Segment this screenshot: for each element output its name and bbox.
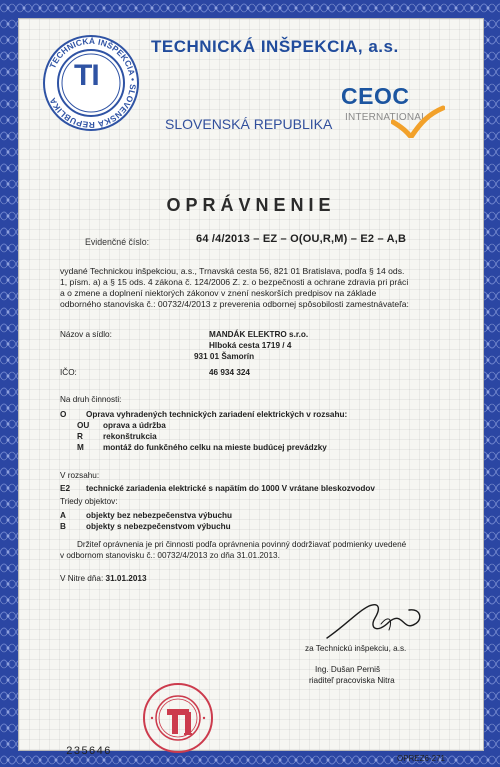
company-street: Hlboká cesta 1719 / 4 — [209, 341, 292, 350]
activity-item-code: M — [77, 443, 84, 452]
place-date-value: 31.01.2013 — [105, 574, 147, 583]
checkmark-icon — [391, 104, 445, 138]
ti-logo — [37, 29, 145, 137]
company-name-label: Názov a sídlo: — [60, 330, 112, 339]
intro-line: odborného stanoviska č.: 00732/4/2013 z preverenia odbornej spôsobilosti zamestnávateľa: — [60, 299, 409, 309]
activity-item-text: oprava a údržba — [103, 421, 166, 430]
serial-number: 235646 — [66, 746, 112, 758]
company-city: 931 01 Šamorín — [194, 352, 255, 361]
object-class-text: objekty bez nebezpečenstva výbuchu — [86, 511, 233, 520]
registration-number-label: Evidenčné číslo: — [85, 237, 150, 247]
intro-line: 1, písm. a) a § 15 ods. 4 zákona č. 124/2006 Z. z. o bezpečnosti a ochrane zdravia pri práci — [60, 277, 409, 287]
scope-code: E2 — [60, 484, 71, 493]
ico-label: IČO: — [60, 368, 77, 377]
activity-item-text: montáž do funkčného celku na mieste budúcej prevádzky — [103, 443, 327, 452]
ti-logo-ring-text — [37, 29, 145, 137]
ceoc-international: INTERNATIONAL — [345, 112, 427, 123]
activity-item-code: OU — [77, 421, 90, 430]
scope-text: technické zariadenia elektrické s napätím do 1000 V vrátane bleskozvodov — [86, 484, 375, 493]
place-date — [60, 574, 147, 583]
ceoc-logo — [331, 83, 441, 140]
object-class-text: objekty s nebezpečenstvom výbuchu — [86, 522, 231, 531]
document-content — [18, 18, 484, 763]
signatory-role: riaditeľ pracoviska Nitra — [309, 676, 395, 685]
activity-main-code: O — [60, 410, 67, 419]
activity-item-code: R — [77, 432, 83, 441]
svg-text:TECHNICKÁ INŠPEKCIA • SLOVENSK: TECHNICKÁ INŠPEKCIA • SLOVENSKÁ REPUBLIKA — [47, 35, 139, 131]
company-name: MANDÁK ELEKTRO s.r.o. — [209, 330, 309, 339]
ceoc-wordmark: CEOC — [341, 83, 410, 109]
republic-subtitle: SLOVENSKÁ REPUBLIKA — [165, 116, 333, 132]
registration-number: 64 /4/2013 – EZ – O(OU,R,M) – E2 – A,B — [196, 233, 407, 245]
activity-main-text: Oprava vyhradených technických zariadení elektrických v rozsahu: — [86, 410, 348, 419]
condition-line: Držiteľ oprávnenia je pri činnosti podľa oprávnenia povinný dodržiavať podmienky uvedené — [77, 540, 407, 549]
signatory-name: Ing. Dušan Perniš — [315, 665, 381, 674]
signature-org: za Technickú inšpekciu, a.s. — [305, 644, 407, 653]
ti-logo-initials: TI — [74, 59, 99, 92]
official-stamp — [139, 679, 217, 757]
scope-label: V rozsahu: — [60, 471, 100, 480]
intro-line: vydané Technickou inšpekciou, a.s., Trnavská cesta 56, 821 01 Bratislava, podľa § 14 ods. — [60, 266, 405, 276]
object-class-code: A — [60, 511, 66, 520]
intro-line: a o zmene a doplnení niektorých zákonov v znení neskorších predpisov na základe — [60, 288, 377, 298]
object-classes-label: Triedy objektov: — [60, 497, 118, 506]
place-date-prefix: V Nitre dňa: — [60, 574, 104, 583]
condition-line: v odbornom stanovisku č.: 00732/4/2013 zo dňa 31.01.2013. — [60, 551, 280, 560]
document-title: OPRÁVNENIE — [166, 195, 336, 215]
activity-label: Na druh činnosti: — [60, 395, 122, 404]
object-class-code: B — [60, 522, 66, 531]
ico-value: 46 934 324 — [209, 368, 250, 377]
activity-item-text: rekonštrukcia — [103, 432, 157, 441]
signature-mark — [319, 594, 429, 649]
form-code: OPREZ6-271 — [396, 754, 445, 763]
organization-title: TECHNICKÁ INŠPEKCIA, a.s. — [151, 37, 399, 56]
